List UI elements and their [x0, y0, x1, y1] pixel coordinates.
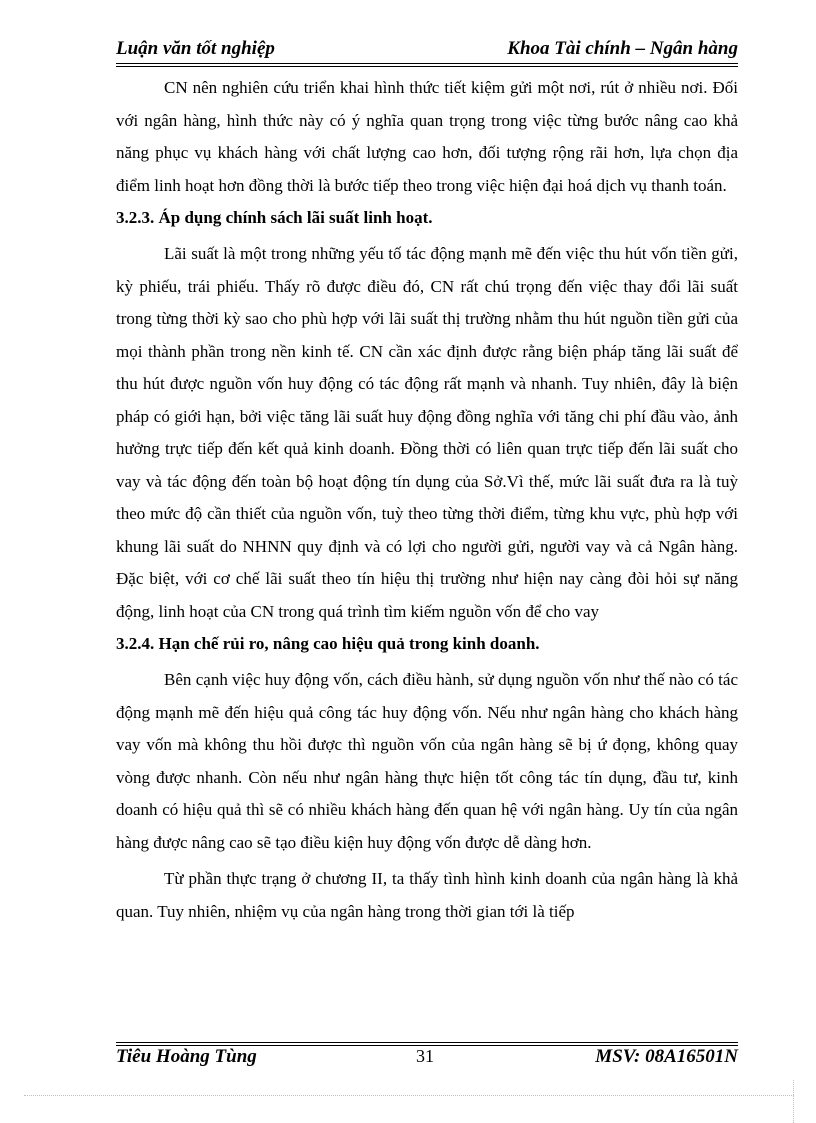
page-header	[116, 36, 738, 64]
page-boundary-line	[24, 1095, 794, 1096]
student-id: MSV: 08A16501N	[595, 1046, 738, 1067]
page-number: 31	[416, 1046, 434, 1066]
paragraph-interest-rate: Lãi suất là một trong những yếu tố tác động mạnh mẽ đến việc thu hút vốn tiền gửi, kỳ phiếu, trái phiếu. Thấy rõ được điều đó, CN rất chú trọng đến việc thay đổi lãi suất trong từng thời kỳ sao cho phù hợp với lãi suất thị trường nhằm thu hút nguồn tiền gửi của mọi thành phần trong nền kinh tế. CN cần xác định được rằng biện pháp tăng lãi suất để thu hút được nguồn vốn huy động có tác động rất mạnh và nhanh. Tuy nhiên, đây là biện pháp có giới hạn, bởi việc tăng lãi suất huy động đồng nghĩa với tăng chi phí đầu vào, ảnh hưởng trực tiếp đến kết quả kinh doanh. Đồng thời có liên quan trực tiếp đến lãi suất cho vay và tác động đến toàn bộ hoạt động tín dụng của Sở.Vì thế, mức lãi suất đưa ra là tuỳ theo mức độ cần thiết của nguồn vốn, tuỳ theo từng thời điểm, từng khu vực, phù hợp với khung lãi suất do NHNN quy định và có lợi cho người gửi, người vay và cả Ngân hàng. Đặc biệt, với cơ chế lãi suất theo tín hiệu thị trường như hiện nay càng đòi hỏi sự năng động, linh hoạt của CN trong quá trình tìm kiếm nguồn vốn để cho vay	[116, 244, 738, 621]
page-footer	[116, 1046, 738, 1072]
page-boundary-vertical	[793, 1080, 794, 1123]
author-name: Tiêu Hoàng Tùng	[116, 1046, 257, 1067]
section-heading-3-2-3: 3.2.3. Áp dụng chính sách lãi suất linh hoạt.	[116, 208, 433, 227]
paragraph-risk: Bên cạnh việc huy động vốn, cách điều hành, sử dụng nguồn vốn như thế nào có tác động mạnh mẽ đến hiệu quả công tác huy động vốn. Nếu như ngân hàng cho khách hàng vay vốn mà không thu hồi được thì nguồn vốn của ngân hàng sẽ bị ứ đọng, không quay vòng được nhanh. Còn nếu như ngân hàng thực hiện tốt công tác tín dụng, đầu tư, kinh doanh có hiệu quả thì sẽ có nhiều khách hàng đến quan hệ với ngân hàng. Uy tín của ngân hàng được nâng cao sẽ tạo điều kiện huy động vốn được dễ dàng hơn.	[116, 670, 738, 852]
section-heading-3-2-4: 3.2.4. Hạn chế rủi ro, nâng cao hiệu quả trong kinh doanh.	[116, 634, 540, 653]
paragraph-savings: CN nên nghiên cứu triển khai hình thức tiết kiệm gửi một nơi, rút ở nhiều nơi. Đối với ngân hàng, hình thức này có ý nghĩa quan trọng trong việc từng bước nâng cao khả năng phục vụ khách hàng với chất lượng cao hơn, đối tượng rộng rãi hơn, lựa chọn địa điểm linh hoạt hơn đồng thời là bước tiếp theo trong việc hiện đại hoá dịch vụ thanh toán.	[116, 78, 738, 195]
thesis-label: Luận văn tốt nghiệp	[116, 38, 275, 59]
paragraph-outlook: Từ phần thực trạng ở chương II, ta thấy tình hình kinh doanh của ngân hàng là khả quan. Tuy nhiên, nhiệm vụ của ngân hàng trong thời gian tới là tiếp	[116, 869, 738, 921]
page-body	[116, 66, 738, 928]
faculty-label: Khoa Tài chính – Ngân hàng	[507, 38, 738, 59]
